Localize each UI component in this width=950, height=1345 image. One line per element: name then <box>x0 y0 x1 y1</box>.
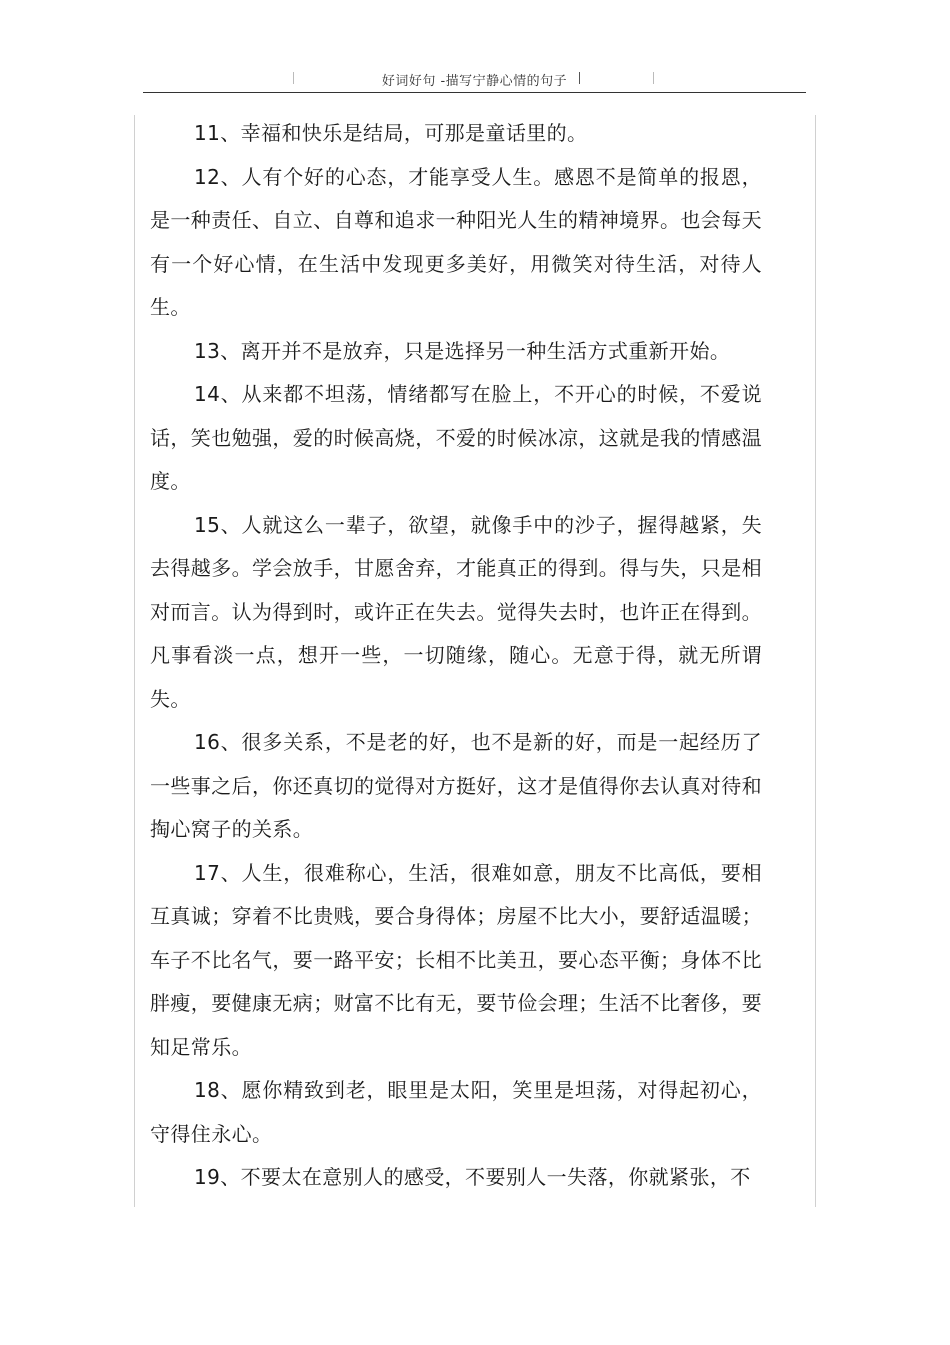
paragraph-18: 18、愿你精致到老，眼里是太阳，笑里是坦荡，对得起初心，守得住永心。 <box>150 1078 762 1146</box>
paragraph-19: 19、不要太在意别人的感受，不要别人一失落，你就紧张，不 <box>194 1165 751 1189</box>
paragraph-13: 13、离开并不是放弃，只是选择另一种生活方式重新开始。 <box>194 338 731 363</box>
paragraph-15: 15、人就这么一辈子，欲望，就像手中的沙子，握得越紧，失去得越多。学会放手，甘愿舍弃，才能真正的得到。得与失，只是相对而言。认为得到时，或许正在失去。觉得失去时，也许正在得到。凡事看淡一点，想开一些，一切随缘，随心。无意于得，就无所谓失。 <box>150 512 762 711</box>
page-header <box>143 64 806 93</box>
paragraph-14: 14、从来都不坦荡，情绪都写在脸上，不开心的时候，不爱说话，笑也勉强，爱的时候高烧，不爱的时候冰凉，这就是我的情感温度。 <box>150 382 762 493</box>
paragraph-17: 17、人生，很难称心，生活，很难如意，朋友不比高低，要相互真诚；穿着不比贵贱，要合身得体；房屋不比大小，要舒适温暖；车子不比名气，要一路平安；长相不比美丑，要心态平衡；身体不比胖瘦，要健康无病；财富不比有无，要节俭会理；生活不比奢侈，要知足常乐。 <box>150 860 762 1059</box>
paragraph-11: 11、幸福和快乐是结局，可那是童话里的。 <box>194 121 588 145</box>
body-text <box>150 112 762 1200</box>
paragraph-12: 12、人有个好的心态，才能享受人生。感恩不是简单的报恩，是一种责任、自立、自尊和追求一种阳光人生的精神境界。也会每天有一个好心情，在生活中发现更多美好，用微笑对待生活，对待人生。 <box>150 164 762 319</box>
left-margin-rule <box>134 115 135 1207</box>
right-margin-rule <box>815 115 816 1207</box>
header-title: 好词好句 -描写宁静心情的句子 <box>381 74 568 89</box>
paragraph-16: 16、很多关系，不是老的好，也不是新的好，而是一起经历了一些事之后，你还真切的觉得对方挺好，这才是值得你去认真对待和掏心窝子的关系。 <box>150 730 762 841</box>
